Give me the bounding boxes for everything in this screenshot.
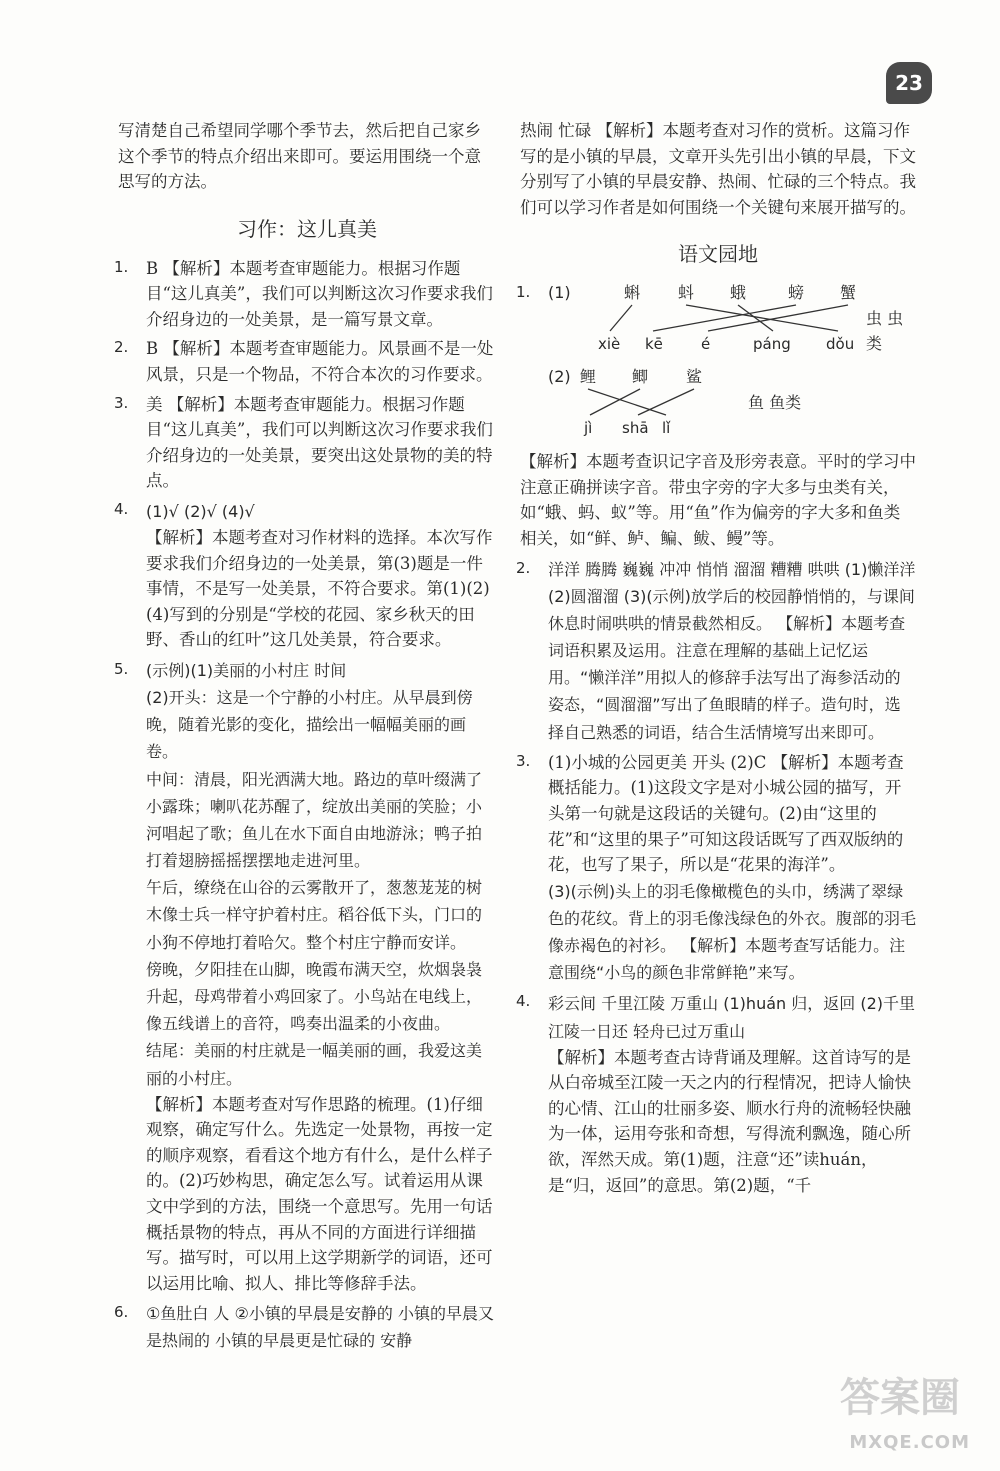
answer-paragraph: 傍晚，夕阳挂在山脚，晚霞布满天空，炊烟袅袅升起，母鸡带着小鸡回家了。小鸟站在电线上，像五线谱上的音符，鸣奏出温柔的小夜曲。 (146, 959, 483, 1034)
question-number: 3. (114, 393, 129, 412)
question-analysis: 【解析】本题考查识记字音及形旁表意。平时的学习中注意正确拼读字音。带虫字旁的字大多与虫类有关，如“蛾、蚂、蚁”等。用“鱼”作为偏旁的字大多和鱼类相关，如“鲜、鲈、鳊、鲅、鳗”等。 (520, 452, 916, 548)
right-continuation: 热闹 忙碌 【解析】本题考查对习作的赏析。这篇习作写的是小镇的早晨，文章开头先引出小镇的早晨，下文分别写了小镇的早晨安静、热闹、忙碌的三个特点。我们可以学习作者是如何围绕一个关键句来展开描写的。 (520, 121, 916, 217)
question-4 (114, 498, 496, 653)
question-number: 2. (114, 338, 129, 357)
section-heading-writing: 习作：这儿真美 (237, 216, 377, 241)
match-pinyin: é (701, 335, 711, 354)
match-label: (1) (548, 283, 571, 303)
match-category: 虫 虫类 (866, 309, 904, 354)
answer-paragraph: (示例)(1)美丽的小村庄 时间 (146, 660, 347, 680)
question-1 (516, 281, 916, 443)
answer-paragraph: 午后，缭绕在山谷的云雾散开了，葱葱茏茏的树木像士兵一样守护着村庄。稻谷低下头，门口的小狗不停地打着哈欠。整个村庄宁静而安详。 (146, 878, 483, 952)
matching-exercise-1 (548, 281, 916, 359)
match-pinyin: dǒu (826, 335, 855, 354)
question-text: 美 【解析】本题考查审题能力。根据习作题目“这儿真美”，我们可以判断这次习作要求我们介绍身边的一处美景，要突出这处景物的美的特点。 (146, 394, 493, 491)
match-word: 鲤 (580, 367, 597, 387)
match-word: 鲫 (632, 367, 649, 387)
question-text-part2: (3)(示例)头上的羽毛像橄榄色的头巾，绣满了翠绿色的花纹。背上的羽毛像浅绿色的外衣。腹部的羽毛像赤褐色的衬衫。 【解析】本题考查写话能力。注意围绕“小鸟的颜色非常鲜艳”来写。 (548, 881, 917, 983)
question-4 (516, 990, 916, 1198)
question-number: 5. (114, 659, 129, 678)
match-pinyin: páng (753, 335, 791, 354)
match-pinyin: jì (584, 419, 593, 438)
question-number: 3. (516, 751, 531, 770)
match-word: 螃 (788, 283, 805, 303)
page-number-badge: 23 (886, 62, 932, 104)
question-answer: 彩云间 千里江陵 万重山 (1)huán 归，返回 (2)千里江陵一日还 轻舟已过万重山 (548, 994, 915, 1041)
watermark-logo: 答案圈 (840, 1375, 960, 1421)
match-pinyin: lǐ (662, 419, 671, 438)
left-intro: 写清楚自己希望同学哪个季节去，然后把自己家乡这个季节的特点介绍出来即可。要运用围绕一个意思写的方法。 (118, 121, 481, 192)
question-number: 6. (114, 1303, 129, 1322)
match-word: 鲨 (686, 367, 703, 387)
question-6 (114, 1300, 496, 1354)
match-word: 蚪 (678, 283, 695, 303)
question-text: B 【解析】本题考查审题能力。风景画不是一处风景，只是一个物品，不符合本次的习作要求。 (146, 339, 494, 384)
match-label: (2) (548, 367, 571, 387)
question-3 (114, 392, 496, 494)
question-1 (114, 256, 496, 333)
answer-paragraph: (2)开头：这是一个宁静的小村庄。从早晨到傍晚，随着光影的变化，描绘出一幅幅美丽的画卷。 (146, 687, 473, 762)
question-answer: (1)√ (2)√ (4)√ (146, 501, 255, 521)
question-number: 1. (114, 257, 129, 276)
match-category: 鱼 鱼类 (748, 393, 802, 413)
question-3 (516, 750, 917, 987)
question-text: (1)小城的公园更美 开头 (2)C 【解析】本题考查概括能力。(1)这段文字是对小城公园的描写，开头第一句就是这段话的关键句。(2)由“这里的花”和“这里的果子”可知这段话既写了西双版纳的花，也写了果子，所以是“花果的海洋”。 (548, 752, 904, 875)
match-pinyin: shā (622, 419, 649, 438)
answer-paragraph: 中间：清晨，阳光洒满大地。路边的草叶缀满了小露珠；喇叭花苏醒了，绽放出美丽的笑脸；小河唱起了歌；鱼儿在水下面自由地游泳；鸭子拍打着翅膀摇摇摆摆地走进河里。 (146, 769, 483, 871)
match-pinyin: kē (645, 335, 663, 354)
watermark-text: MXQE.COM (849, 1432, 970, 1453)
question-text: ①鱼肚白 人 ②小镇的早晨是安静的 小镇的早晨又是热闹的 小镇的早晨更是忙碌的 安静 (146, 1304, 494, 1351)
question-2 (516, 556, 916, 746)
question-analysis: 【解析】本题考查古诗背诵及理解。这首诗写的是从白帝城至江陵一天之内的行程情况，把诗人愉快的心情、江山的壮丽多姿、顺水行舟的流畅轻快融为一体，运用夸张和奇想，写得流利飘逸，随心所欲，浑然天成。第(1)题，注意“还”读huán，是“归，返回”的意思。第(2)题，“千 (548, 1047, 911, 1195)
match-word: 蝌 (624, 283, 641, 303)
right-column (516, 118, 917, 1202)
section-heading-garden: 语文园地 (678, 242, 758, 267)
left-column (114, 118, 496, 1359)
match-word: 蟹 (840, 283, 857, 303)
question-number: 4. (516, 992, 531, 1011)
question-2 (114, 336, 496, 387)
answer-paragraph: 结尾：美丽的村庄就是一幅美丽的画，我爱这美丽的小村庄。 (146, 1041, 483, 1088)
question-text: 洋洋 腾腾 巍巍 冲冲 悄悄 溜溜 糟糟 哄哄 (1)懒洋洋 (2)圆溜溜 (3)(示例)放学后的校园静悄悄的，与课间休息时闹哄哄的情景截然相反。 【解析】本题考查词语积累及运用。注意在理解的基础上记忆运用。“懒洋洋”用拟人的修辞手法写出了海参活动的姿态，“圆溜溜”写出了鱼眼睛的样子。造句时，选择自己熟悉的词语，结合生活情境写出来即可。 (548, 559, 916, 742)
question-number: 2. (516, 558, 531, 577)
matching-lines (548, 365, 928, 443)
matching-exercise-2 (548, 365, 916, 443)
question-analysis: 【解析】本题考查对习作材料的选择。本次写作要求我们介绍身边的一处美景，第(3)题是一件事情，不是写一处美景，不符合要求。第(1)(2)(4)写到的分别是“学校的花园、家乡秋天的田野、香山的红叶”这几处美景，符合要求。 (146, 527, 493, 650)
question-5 (114, 657, 496, 1297)
question-analysis: 【解析】本题考查对写作思路的梳理。(1)仔细观察，确定写什么。先选定一处景物，再按一定的顺序观察，看看这个地方有什么，是什么样子的。(2)巧妙构思，确定怎么写。试着运用从课文中学到的方法，围绕一个意思写。先用一句话概括景物的特点，再从不同的方面进行详细描写。描写时，可以用上这学期新学的词语，还可以运用比喻、拟人、排比等修辞手法。 (146, 1094, 493, 1293)
question-text: B 【解析】本题考查审题能力。根据习作题目“这儿真美”，我们可以判断这次习作要求我们介绍身边的一处美景，是一篇写景文章。 (146, 258, 493, 329)
question-number: 4. (114, 499, 129, 518)
match-pinyin: xiè (598, 335, 621, 354)
question-number: 1. (516, 283, 531, 302)
match-word: 蛾 (730, 283, 747, 303)
